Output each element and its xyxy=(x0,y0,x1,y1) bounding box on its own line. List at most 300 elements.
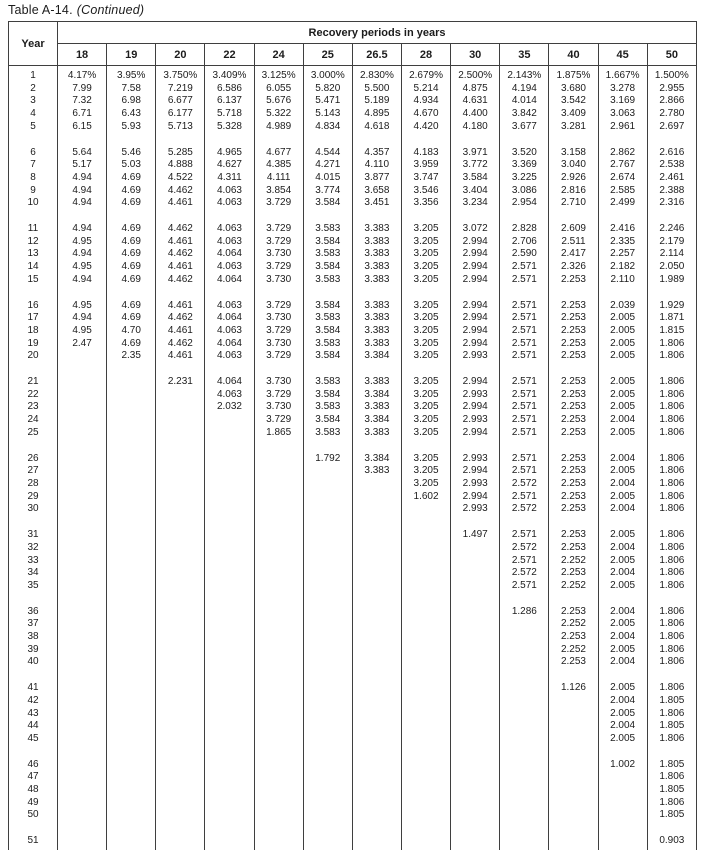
value-cell: 2.005 xyxy=(598,465,647,478)
table-number-label: Table A-14. xyxy=(8,3,73,17)
value-cell: 2.253 xyxy=(549,478,598,491)
value-cell: 3.409 xyxy=(549,108,598,121)
value-cell: 4.95 xyxy=(58,261,107,274)
value-cell: 1.806 xyxy=(647,708,696,721)
value-cell: 4.631 xyxy=(451,95,500,108)
value-cell xyxy=(58,542,107,555)
value-cell: 1.806 xyxy=(647,567,696,580)
value-cell xyxy=(451,759,500,772)
value-cell: 2.697 xyxy=(647,121,696,147)
value-cell xyxy=(401,542,450,555)
value-cell: 2.954 xyxy=(500,197,549,223)
value-cell: 2.461 xyxy=(647,172,696,185)
value-cell: 2.004 xyxy=(598,478,647,491)
value-cell xyxy=(303,784,352,797)
value-cell: 4.677 xyxy=(254,147,303,160)
year-cell: 42 xyxy=(9,695,58,708)
value-cell: 4.94 xyxy=(58,185,107,198)
value-cell xyxy=(156,733,205,759)
value-cell xyxy=(58,567,107,580)
value-cell: 3.383 xyxy=(352,427,401,453)
value-cell: 5.676 xyxy=(254,95,303,108)
value-cell: 3.205 xyxy=(401,350,450,376)
year-cell: 25 xyxy=(9,427,58,453)
table-row-year-28 xyxy=(9,478,697,491)
value-cell: 1.806 xyxy=(647,427,696,453)
value-cell xyxy=(156,797,205,810)
value-cell: 2.994 xyxy=(451,427,500,453)
value-cell xyxy=(549,720,598,733)
value-cell: 4.462 xyxy=(156,185,205,198)
year-cell: 40 xyxy=(9,656,58,682)
recovery-periods-group-header: Recovery periods in years xyxy=(58,22,697,44)
value-cell xyxy=(205,797,254,810)
value-cell: 1.806 xyxy=(647,682,696,695)
value-cell: 4.69 xyxy=(107,312,156,325)
value-cell: 3.384 xyxy=(352,453,401,466)
value-cell: 3.205 xyxy=(401,236,450,249)
value-cell xyxy=(254,682,303,695)
value-cell xyxy=(107,771,156,784)
year-cell: 17 xyxy=(9,312,58,325)
value-cell: 2.572 xyxy=(500,567,549,580)
value-cell: 1.806 xyxy=(647,491,696,504)
value-cell xyxy=(205,414,254,427)
value-cell: 3.584 xyxy=(303,389,352,402)
value-cell: 1.806 xyxy=(647,401,696,414)
value-cell: 6.677 xyxy=(156,95,205,108)
column-header-40: 40 xyxy=(549,44,598,66)
value-cell: 4.462 xyxy=(156,248,205,261)
table-row-year-1 xyxy=(9,66,697,83)
value-cell: 1.497 xyxy=(451,529,500,542)
value-cell: 2.253 xyxy=(549,529,598,542)
value-cell: 3.584 xyxy=(303,261,352,274)
value-cell: 2.926 xyxy=(549,172,598,185)
value-cell: 2.253 xyxy=(549,325,598,338)
value-cell: 2.253 xyxy=(549,414,598,427)
value-cell: 4.420 xyxy=(401,121,450,147)
value-cell xyxy=(205,759,254,772)
value-cell: 4.063 xyxy=(205,300,254,313)
value-cell xyxy=(254,809,303,835)
value-cell xyxy=(303,542,352,555)
value-cell: 3.383 xyxy=(352,274,401,300)
value-cell xyxy=(352,784,401,797)
value-cell xyxy=(500,631,549,644)
value-cell: 3.205 xyxy=(401,274,450,300)
value-cell xyxy=(156,656,205,682)
value-cell xyxy=(107,453,156,466)
value-cell: 4.063 xyxy=(205,261,254,274)
value-cell: 6.71 xyxy=(58,108,107,121)
value-cell: 1.806 xyxy=(647,618,696,631)
value-cell: 3.383 xyxy=(352,338,401,351)
value-cell xyxy=(107,580,156,606)
value-cell xyxy=(254,733,303,759)
value-cell xyxy=(451,567,500,580)
table-row-year-36 xyxy=(9,606,697,619)
value-cell xyxy=(500,759,549,772)
value-cell: 5.64 xyxy=(58,147,107,160)
table-row-year-2 xyxy=(9,83,697,96)
value-cell: 3.729 xyxy=(254,350,303,376)
value-cell xyxy=(107,708,156,721)
value-cell: 1.792 xyxy=(303,453,352,466)
value-cell xyxy=(107,656,156,682)
value-cell: 2.571 xyxy=(500,312,549,325)
table-row-year-7 xyxy=(9,159,697,172)
table-row-year-40 xyxy=(9,656,697,682)
value-cell: 2.572 xyxy=(500,478,549,491)
table-row-year-37 xyxy=(9,618,697,631)
value-cell xyxy=(500,618,549,631)
value-cell: 4.063 xyxy=(205,223,254,236)
value-cell xyxy=(352,708,401,721)
value-cell xyxy=(549,809,598,835)
year-cell: 33 xyxy=(9,555,58,568)
value-cell: 1.805 xyxy=(647,809,696,835)
value-cell: 2.005 xyxy=(598,401,647,414)
value-cell: 3.729 xyxy=(254,197,303,223)
value-cell xyxy=(107,759,156,772)
value-cell: 2.252 xyxy=(549,618,598,631)
value-cell: 2.005 xyxy=(598,325,647,338)
value-cell: 3.584 xyxy=(303,350,352,376)
value-cell: 2.710 xyxy=(549,197,598,223)
table-row-year-39 xyxy=(9,644,697,657)
year-cell: 49 xyxy=(9,797,58,810)
value-cell: 3.234 xyxy=(451,197,500,223)
value-cell: 2.47 xyxy=(58,338,107,351)
value-cell: 2.252 xyxy=(549,580,598,606)
value-cell: 3.583 xyxy=(303,338,352,351)
value-cell xyxy=(401,695,450,708)
value-cell: 4.063 xyxy=(205,325,254,338)
value-cell xyxy=(500,809,549,835)
value-cell: 2.417 xyxy=(549,248,598,261)
value-cell: 5.03 xyxy=(107,159,156,172)
value-cell: 2.616 xyxy=(647,147,696,160)
value-cell xyxy=(401,656,450,682)
value-cell: 6.055 xyxy=(254,83,303,96)
value-cell: 3.205 xyxy=(401,414,450,427)
value-cell xyxy=(451,797,500,810)
value-cell xyxy=(451,695,500,708)
value-cell xyxy=(107,401,156,414)
value-cell xyxy=(156,708,205,721)
period-header-row xyxy=(9,44,697,66)
value-cell xyxy=(205,606,254,619)
value-cell xyxy=(254,656,303,682)
value-cell: 4.94 xyxy=(58,223,107,236)
year-cell: 51 xyxy=(9,835,58,850)
value-cell xyxy=(451,606,500,619)
value-cell xyxy=(401,708,450,721)
year-cell: 45 xyxy=(9,733,58,759)
value-cell xyxy=(107,631,156,644)
value-cell xyxy=(58,427,107,453)
table-row-year-23 xyxy=(9,401,697,414)
value-cell: 3.383 xyxy=(352,236,401,249)
value-cell: 2.252 xyxy=(549,555,598,568)
year-cell: 27 xyxy=(9,465,58,478)
value-cell: 3.584 xyxy=(303,236,352,249)
value-cell: 5.214 xyxy=(401,83,450,96)
value-cell xyxy=(303,529,352,542)
value-cell xyxy=(254,503,303,529)
value-cell: 2.994 xyxy=(451,236,500,249)
value-cell: 4.180 xyxy=(451,121,500,147)
value-cell xyxy=(156,580,205,606)
value-cell xyxy=(303,555,352,568)
table-row-year-6 xyxy=(9,147,697,160)
table-row-year-15 xyxy=(9,274,697,300)
value-cell: 2.511 xyxy=(549,236,598,249)
year-cell: 31 xyxy=(9,529,58,542)
table-row-year-21 xyxy=(9,376,697,389)
value-cell: 3.205 xyxy=(401,312,450,325)
year-cell: 15 xyxy=(9,274,58,300)
value-cell: 1.602 xyxy=(401,491,450,504)
value-cell: 2.961 xyxy=(598,121,647,147)
value-cell xyxy=(254,644,303,657)
value-cell xyxy=(58,376,107,389)
year-cell: 26 xyxy=(9,453,58,466)
value-cell: 4.95 xyxy=(58,300,107,313)
table-row-year-30 xyxy=(9,503,697,529)
value-cell: 2.866 xyxy=(647,95,696,108)
table-row-year-26 xyxy=(9,453,697,466)
value-cell: 3.546 xyxy=(401,185,450,198)
value-cell xyxy=(598,835,647,850)
value-cell: 3.383 xyxy=(352,465,401,478)
value-cell: 2.994 xyxy=(451,312,500,325)
value-cell: 2.571 xyxy=(500,427,549,453)
value-cell xyxy=(549,695,598,708)
value-cell xyxy=(156,529,205,542)
value-cell xyxy=(58,759,107,772)
value-cell: 4.934 xyxy=(401,95,450,108)
value-cell: 4.064 xyxy=(205,312,254,325)
value-cell xyxy=(156,401,205,414)
value-cell: 4.064 xyxy=(205,274,254,300)
value-cell xyxy=(352,759,401,772)
value-cell xyxy=(451,682,500,695)
value-cell: 2.590 xyxy=(500,248,549,261)
value-cell xyxy=(303,720,352,733)
year-cell: 32 xyxy=(9,542,58,555)
table-row-year-11 xyxy=(9,223,697,236)
value-cell xyxy=(205,809,254,835)
year-cell: 35 xyxy=(9,580,58,606)
value-cell: 4.670 xyxy=(401,108,450,121)
value-cell: 3.774 xyxy=(303,185,352,198)
year-cell: 3 xyxy=(9,95,58,108)
table-row-year-3 xyxy=(9,95,697,108)
value-cell xyxy=(303,835,352,850)
year-cell: 39 xyxy=(9,644,58,657)
value-cell: 2.253 xyxy=(549,300,598,313)
value-cell: 5.143 xyxy=(303,108,352,121)
value-cell: 2.004 xyxy=(598,503,647,529)
value-cell xyxy=(156,567,205,580)
value-cell xyxy=(254,478,303,491)
value-cell xyxy=(107,465,156,478)
table-row-year-8 xyxy=(9,172,697,185)
value-cell: 2.994 xyxy=(451,491,500,504)
value-cell: 3.451 xyxy=(352,197,401,223)
value-cell: 6.15 xyxy=(58,121,107,147)
value-cell: 5.471 xyxy=(303,95,352,108)
value-cell: 2.674 xyxy=(598,172,647,185)
value-cell xyxy=(107,529,156,542)
year-cell: 9 xyxy=(9,185,58,198)
value-cell: 3.729 xyxy=(254,236,303,249)
value-cell: 1.806 xyxy=(647,771,696,784)
value-cell: 3.205 xyxy=(401,389,450,402)
value-cell: 6.137 xyxy=(205,95,254,108)
value-cell: 3.842 xyxy=(500,108,549,121)
value-cell xyxy=(401,759,450,772)
column-header-18: 18 xyxy=(58,44,107,66)
value-cell xyxy=(451,542,500,555)
value-cell: 3.205 xyxy=(401,376,450,389)
value-cell: 2.571 xyxy=(500,491,549,504)
value-cell: 3.383 xyxy=(352,300,401,313)
value-cell: 1.806 xyxy=(647,453,696,466)
value-cell: 2.994 xyxy=(451,261,500,274)
value-cell xyxy=(58,733,107,759)
value-cell: 2.326 xyxy=(549,261,598,274)
value-cell: 0.903 xyxy=(647,835,696,850)
value-cell: 4.69 xyxy=(107,172,156,185)
value-cell: 2.252 xyxy=(549,644,598,657)
column-header-26.5: 26.5 xyxy=(352,44,401,66)
value-cell: 4.94 xyxy=(58,197,107,223)
value-cell: 7.58 xyxy=(107,83,156,96)
value-cell: 3.383 xyxy=(352,401,401,414)
value-cell xyxy=(205,771,254,784)
value-cell xyxy=(451,644,500,657)
value-cell: 6.43 xyxy=(107,108,156,121)
value-cell: 2.257 xyxy=(598,248,647,261)
value-cell xyxy=(451,708,500,721)
value-cell xyxy=(352,733,401,759)
value-cell: 3.971 xyxy=(451,147,500,160)
value-cell xyxy=(303,771,352,784)
value-cell: 2.416 xyxy=(598,223,647,236)
value-cell: 3.356 xyxy=(401,197,450,223)
value-cell xyxy=(401,631,450,644)
value-cell: 2.994 xyxy=(451,401,500,414)
table-row-year-20 xyxy=(9,350,697,376)
value-cell: 6.98 xyxy=(107,95,156,108)
value-cell: 2.572 xyxy=(500,542,549,555)
value-cell: 2.571 xyxy=(500,376,549,389)
value-cell: 2.994 xyxy=(451,465,500,478)
value-cell xyxy=(303,580,352,606)
value-cell: 4.183 xyxy=(401,147,450,160)
value-cell: 2.253 xyxy=(549,503,598,529)
year-cell: 6 xyxy=(9,147,58,160)
value-cell xyxy=(451,618,500,631)
value-cell xyxy=(205,491,254,504)
value-cell: 2.571 xyxy=(500,389,549,402)
year-cell: 44 xyxy=(9,720,58,733)
value-cell xyxy=(205,555,254,568)
value-cell xyxy=(451,631,500,644)
value-cell: 4.888 xyxy=(156,159,205,172)
value-cell xyxy=(352,695,401,708)
value-cell: 2.110 xyxy=(598,274,647,300)
table-row-year-13 xyxy=(9,248,697,261)
year-cell: 19 xyxy=(9,338,58,351)
value-cell: 2.828 xyxy=(500,223,549,236)
value-cell: 2.571 xyxy=(500,350,549,376)
value-cell xyxy=(156,784,205,797)
column-header-19: 19 xyxy=(107,44,156,66)
value-cell: 3.086 xyxy=(500,185,549,198)
value-cell: 4.69 xyxy=(107,274,156,300)
value-cell: 4.311 xyxy=(205,172,254,185)
value-cell: 4.462 xyxy=(156,223,205,236)
value-cell xyxy=(205,720,254,733)
value-cell: 4.461 xyxy=(156,236,205,249)
value-cell: 2.005 xyxy=(598,733,647,759)
value-cell: 4.461 xyxy=(156,197,205,223)
value-cell: 3.730 xyxy=(254,376,303,389)
value-cell xyxy=(401,644,450,657)
value-cell: 2.253 xyxy=(549,338,598,351)
value-cell: 1.806 xyxy=(647,644,696,657)
year-cell: 23 xyxy=(9,401,58,414)
value-cell xyxy=(156,542,205,555)
table-header xyxy=(9,22,697,66)
table-row-year-45 xyxy=(9,733,697,759)
value-cell: 1.126 xyxy=(549,682,598,695)
value-cell: 1.002 xyxy=(598,759,647,772)
value-cell: 3.383 xyxy=(352,376,401,389)
value-cell xyxy=(500,720,549,733)
value-cell: 2.767 xyxy=(598,159,647,172)
table-row-year-34 xyxy=(9,567,697,580)
value-cell: 2.955 xyxy=(647,83,696,96)
column-header-30: 30 xyxy=(451,44,500,66)
value-cell xyxy=(156,389,205,402)
value-cell: 3.750% xyxy=(156,66,205,83)
value-cell: 4.063 xyxy=(205,350,254,376)
table-row-year-12 xyxy=(9,236,697,249)
value-cell xyxy=(352,631,401,644)
value-cell: 2.538 xyxy=(647,159,696,172)
value-cell xyxy=(254,720,303,733)
value-cell xyxy=(500,708,549,721)
table-row-year-44 xyxy=(9,720,697,733)
value-cell: 3.281 xyxy=(549,121,598,147)
value-cell xyxy=(58,453,107,466)
value-cell: 1.806 xyxy=(647,733,696,759)
value-cell xyxy=(205,465,254,478)
value-cell xyxy=(58,784,107,797)
value-cell xyxy=(254,784,303,797)
value-cell: 2.253 xyxy=(549,350,598,376)
value-cell xyxy=(401,567,450,580)
value-cell: 2.253 xyxy=(549,465,598,478)
value-cell xyxy=(598,809,647,835)
value-cell: 1.806 xyxy=(647,797,696,810)
value-cell: 3.854 xyxy=(254,185,303,198)
